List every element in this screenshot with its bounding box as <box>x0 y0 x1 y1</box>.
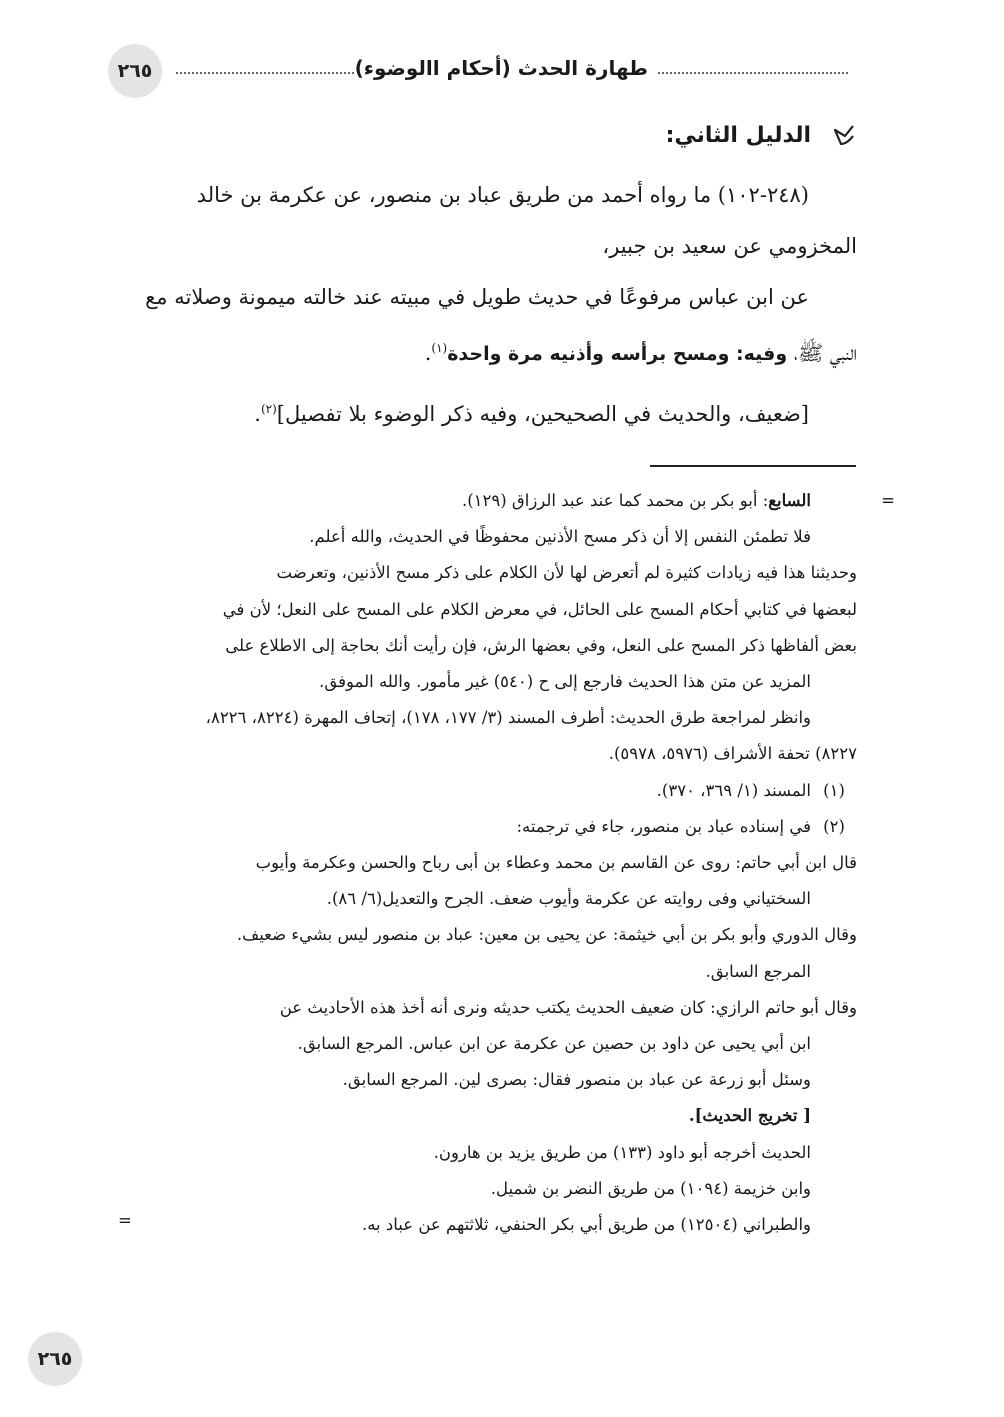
verdict-end: . <box>254 402 261 426</box>
footnote-line: وانظر لمراجعة طرق الحديث: أطرف المسند (٣/ ١٧٧، ١٧٨)، إتحاف المهرة (٨٢٢٤، ٨٢٢٦، <box>205 708 811 728</box>
verdict-line <box>112 384 857 440</box>
footnote-line: الحديث أخرجه أبو داود (١٣٣) من طريق يزيد بن هارون. <box>433 1142 811 1162</box>
footnote-line: المرجع السابق. <box>705 961 811 981</box>
footnote-line: المزيد عن متن هذا الحديث فارجع إلى ح (٥٤٠) غير مأمور. والله الموفق. <box>319 672 811 692</box>
main-text <box>112 118 857 440</box>
footnote-bold-term: السابع <box>768 491 811 510</box>
footnote-1 <box>112 773 857 809</box>
page-number-badge: ٢٦٥ <box>108 44 162 98</box>
footnote-line: وسئل أبو زرعة عن عباد بن منصور فقال: بصرى لين. المرجع السابق. <box>342 1070 811 1090</box>
heading-text: الدليل الثاني: <box>665 123 811 148</box>
footnote-line: وابن خزيمة (١٠٩٤) من طريق النضر بن شميل. <box>490 1178 811 1198</box>
hadith-number-line: (٢٤٨-١٠٢) ما رواه أحمد من طريق عباد بن منصور، عن عكرمة بن خالد <box>196 183 809 207</box>
matn-line-2 <box>112 323 857 380</box>
footnote-2 <box>112 809 857 845</box>
header-dotted-rule-right <box>658 72 848 74</box>
footnote-text: المسند (١/ ٣٦٩، ٣٧٠). <box>656 780 811 800</box>
footnote-subheading: [ تخريج الحديث]. <box>688 1106 811 1126</box>
matn-end: . <box>424 341 432 365</box>
footnote-line: ابن أبي يحيى عن داود بن حصين عن عكرمة عن ابن عباس. المرجع السابق. <box>297 1034 811 1054</box>
footnote-ref-2[interactable]: (٢) <box>260 402 277 416</box>
footnote-line: بعض ألفاظها ذكر المسح على النعل، وفي بعضها الرش، فإن رأيت أنك بحاجة إلى الاطلاع على <box>225 635 857 655</box>
footnote-marker: (١) <box>823 780 845 800</box>
footnote-line: وقال الدوري وأبو بكر بن أبي خيثمة: عن يحيى بن معين: عباد بن منصور ليس بشيء ضعيف. <box>236 925 857 945</box>
matn-line: عن ابن عباس مرفوعًا في حديث طويل في مبيته عند خالته ميمونة وصلاته مع <box>145 285 809 309</box>
matn-text: النبي ﷺ، <box>787 341 857 365</box>
footnotes <box>112 483 895 1243</box>
footnote-line: وقال أبو حاتم الرازي: كان ضعيف الحديث يكتب حديثه ونرى أنه أخذ هذه الأحاديث عن <box>279 997 857 1017</box>
arrow-ornament-icon <box>831 122 857 148</box>
footnote-text: في إسناده عباد بن منصور، جاء في ترجمته: <box>516 816 811 836</box>
footnote-ref-1[interactable]: (١) <box>431 341 448 355</box>
running-title: طهارة الحدث (أحكام االوضوء) <box>354 56 648 80</box>
footer-page-number: ٢٦٥ <box>28 1332 82 1386</box>
section-heading <box>112 118 857 154</box>
footnote-line: والطبراني (١٢٥٠٤) من طريق أبي بكر الحنفي، ثلاثتهم عن عباد به. <box>361 1215 811 1235</box>
matn-bold-quote: وفيه: ومسح برأسه وأذنيه مرة واحدة <box>447 343 788 365</box>
footnote-line <box>112 483 857 519</box>
page-header <box>108 44 848 100</box>
footnote-line: وحديثنا هذا فيه زيادات كثيرة لم أتعرض لها لأن الكلام على ذكر مسح الأذنين، وتعرضت <box>276 563 857 583</box>
continuation-mark-bottom: = <box>118 1211 132 1231</box>
footnote-separator <box>650 465 856 467</box>
footnote-line: قال ابن أبي حاتم: روى عن القاسم بن محمد وعطاء بن أبى رباح والحسن وعكرمة وأيوب <box>255 853 857 873</box>
header-dotted-rule-left <box>176 72 354 74</box>
footnote-line: لبعضها في كتابي أحكام المسح على الحائل، في معرض الكلام على المسح على النعل؛ لأن في <box>222 599 857 619</box>
continuation-mark-top: = <box>881 491 895 510</box>
chain-line: المخزومي عن سعيد بن جبير، <box>602 234 857 258</box>
footnote-line: السختياني وفى روايته عن عكرمة وأيوب ضعف. الجرح والتعديل(٦/ ٨٦). <box>326 889 811 909</box>
verdict-text: [ضعيف، والحديث في الصحيحين، وفيه ذكر الوضوء بلا تفصيل] <box>276 402 809 426</box>
footnote-line: ٨٢٢٧) تحفة الأشراف (٥٩٧٦، ٥٩٧٨). <box>608 744 857 764</box>
footnote-text: : أبو بكر بن محمد كما عند عبد الرزاق (١٢٩). <box>461 491 769 510</box>
footnote-marker: (٢) <box>823 816 845 836</box>
footnote-line: فلا تطمئن النفس إلا أن ذكر مسح الأذنين محفوظًا في الحديث، والله أعلم. <box>309 527 811 547</box>
